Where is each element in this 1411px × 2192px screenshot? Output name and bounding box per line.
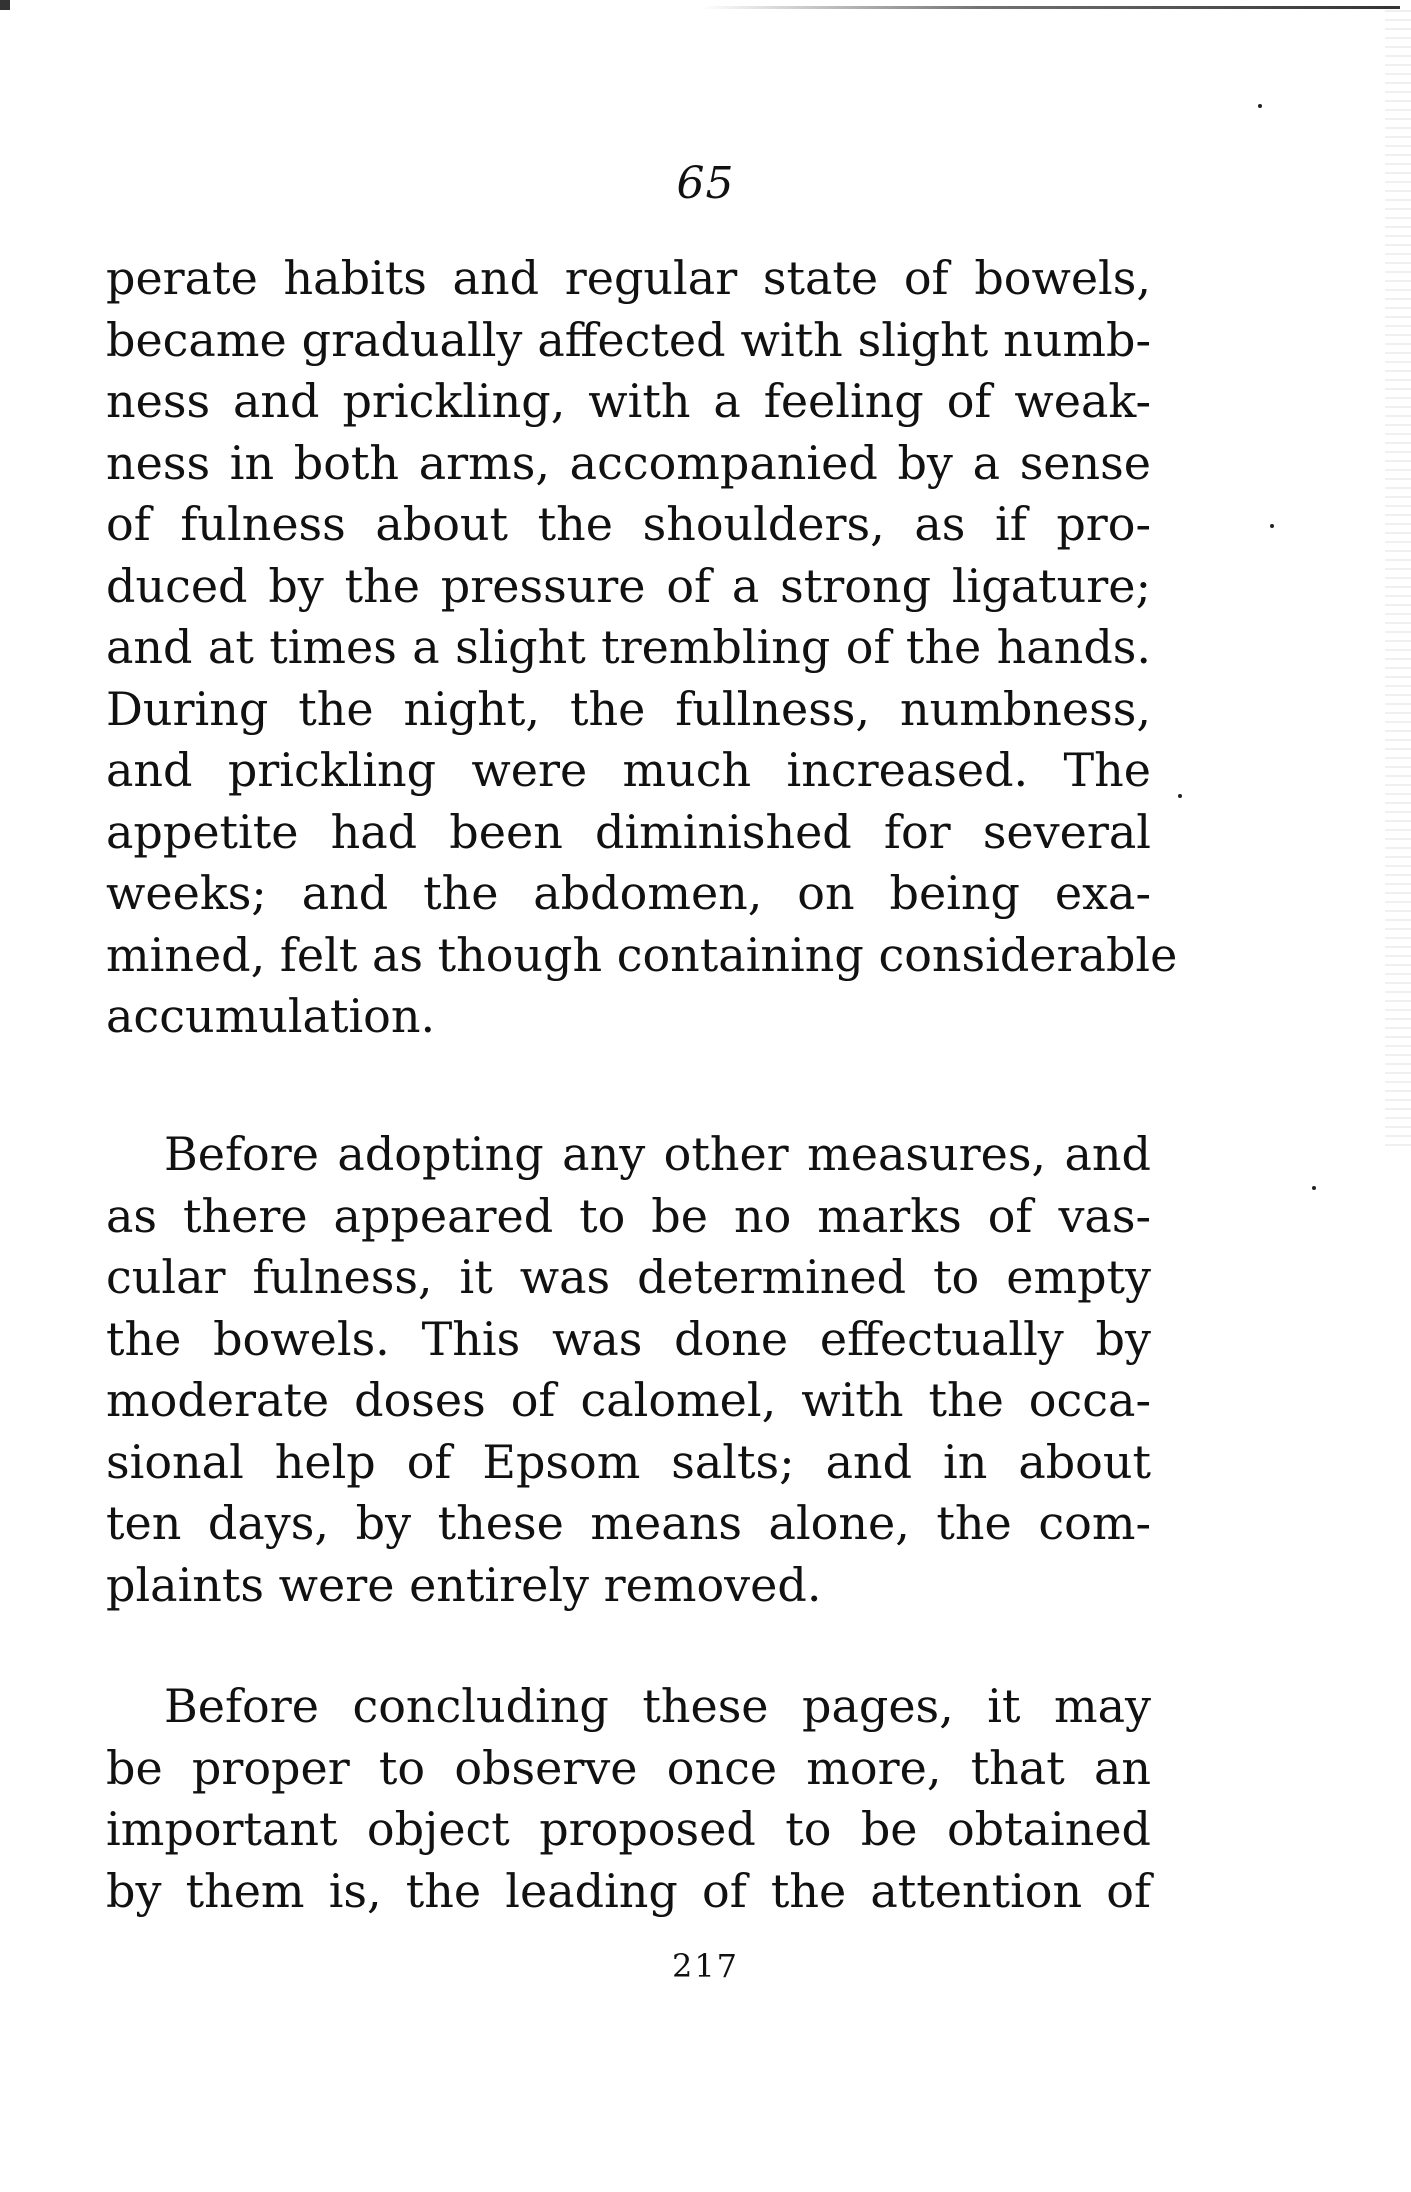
text-line: became gradually affected with slight numb-: [106, 312, 1151, 367]
text-line: ness and prickling, with a feeling of weak-: [106, 374, 1151, 428]
text-line: mined, felt as though containing considerable: [106, 927, 1178, 982]
paragraph-2: [106, 1124, 1151, 1616]
speck: [1312, 1186, 1316, 1190]
text-line: Before adopting any other measures, and: [164, 1127, 1151, 1181]
speck: [1270, 524, 1274, 528]
text-line: appetite had been diminished for several: [106, 804, 1151, 859]
text-line: Before concluding these pages, it may: [164, 1679, 1151, 1733]
text-line: and prickling were much increased. The: [106, 743, 1151, 797]
text-line: During the night, the fullness, numbness,: [106, 681, 1151, 736]
text-line: of fulness about the shoulders, as if pro-: [106, 497, 1151, 551]
paragraph-3: [106, 1676, 1151, 1922]
text-line: sional help of Epsom salts; and in about: [106, 1434, 1151, 1489]
speck: [1178, 794, 1182, 798]
scan-corner-shadow: [0, 0, 10, 10]
text-line: weeks; and the abdomen, on being exa-: [106, 866, 1151, 920]
text-line: plaints were entirely removed.: [106, 1557, 822, 1612]
text-line: important object proposed to be obtained: [106, 1802, 1151, 1856]
text-line: be proper to observe once more, that an: [106, 1740, 1151, 1795]
text-line: by them is, the leading of the attention of: [106, 1863, 1151, 1918]
text-line: and at times a slight trembling of the hands.: [106, 620, 1151, 674]
text-line: accumulation.: [106, 989, 436, 1043]
speck: [1258, 104, 1262, 108]
scan-top-edge-shadow: [700, 6, 1400, 9]
text-line: ness in both arms, accompanied by a sense: [106, 435, 1151, 490]
text-line: as there appeared to be no marks of vas-: [106, 1188, 1151, 1243]
paragraph-1: [106, 248, 1178, 1048]
page-number: 65: [676, 158, 735, 209]
text-line: moderate doses of calomel, with the occa-: [106, 1373, 1151, 1427]
text-line: perate habits and regular state of bowels,: [106, 251, 1151, 305]
text-line: the bowels. This was done effectually by: [106, 1311, 1151, 1366]
text-line: ten days, by these means alone, the com-: [106, 1496, 1151, 1550]
text-line: duced by the pressure of a strong ligature;: [106, 558, 1151, 613]
text-line: cular fulness, it was determined to empty: [106, 1250, 1151, 1304]
signature-mark: 217: [671, 1947, 740, 1985]
